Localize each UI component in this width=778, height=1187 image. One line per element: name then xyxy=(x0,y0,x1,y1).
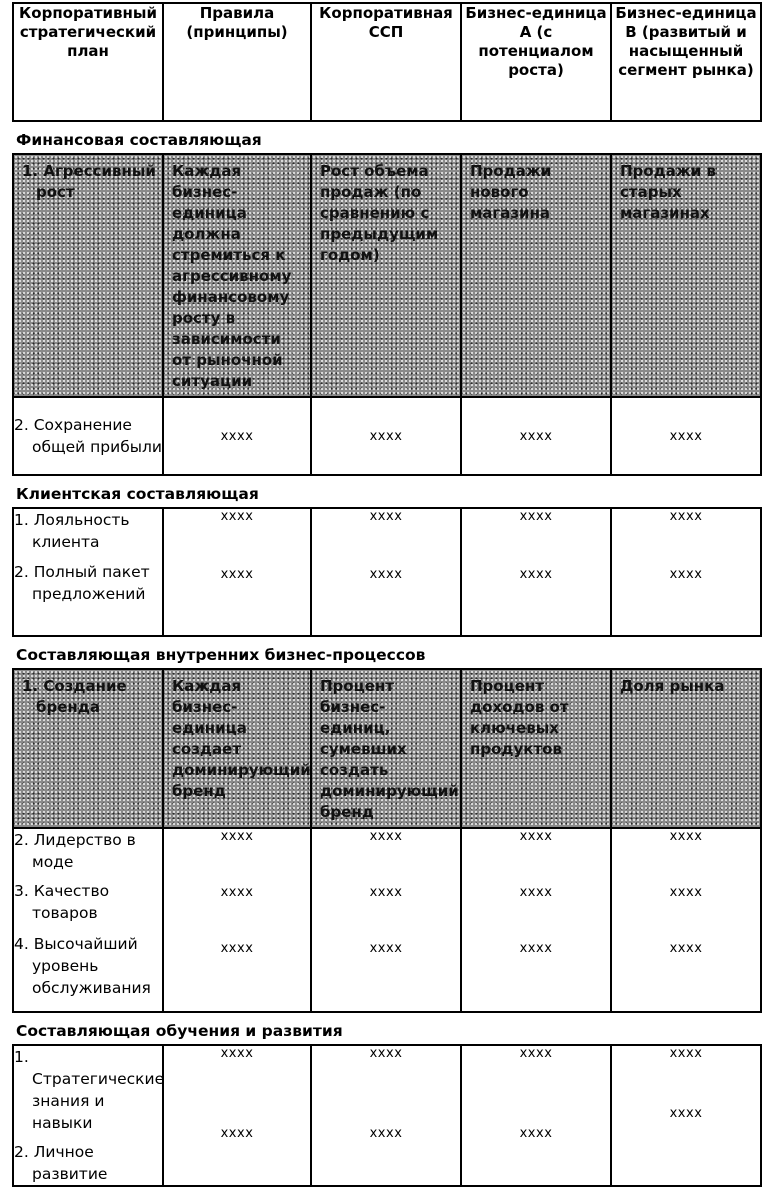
customer-table xyxy=(12,507,762,637)
internal-row-1 xyxy=(13,669,761,828)
header-table xyxy=(12,2,762,122)
value-cell: xxxx xyxy=(220,829,254,844)
row-label: 2. Полный пакет предложений xyxy=(14,563,150,603)
value-cell: xxxx xyxy=(669,567,703,582)
value-cell: xxxx xyxy=(669,885,703,900)
value-cell: xxxx xyxy=(519,885,553,900)
header-rules: Правила (принципы) xyxy=(163,3,311,121)
learning-table xyxy=(12,1044,762,1187)
value-cell: xxxx xyxy=(220,509,254,524)
value-cell: xxxx xyxy=(220,1046,254,1061)
value-cell: xxxx xyxy=(163,397,311,475)
learning-rows xyxy=(13,1045,761,1186)
value-cell: xxxx xyxy=(369,1126,403,1141)
value-cell: xxxx xyxy=(669,509,703,524)
value-cell: xxxx xyxy=(519,941,553,956)
value-cell: xxxx xyxy=(669,1106,703,1121)
unit-b-text: Доля рынка xyxy=(620,677,725,695)
section-title-customer: Клиентская составляющая xyxy=(16,485,259,503)
header-corporate-plan: Корпоративный стратегический план xyxy=(13,3,163,121)
header-corporate-bsc: Корпоративная ССП xyxy=(311,3,461,121)
header-unit-b: Бизнес-единица В (развитый и насыщенный сегмент рынка) xyxy=(611,3,761,121)
value-cell: xxxx xyxy=(519,1126,553,1141)
value-cell: xxxx xyxy=(519,1046,553,1061)
bsc-document xyxy=(12,2,760,1187)
value-cell: xxxx xyxy=(461,397,611,475)
financial-row-1 xyxy=(13,154,761,397)
value-cell: xxxx xyxy=(369,509,403,524)
unit-a-text: Продажи нового магазина xyxy=(470,162,552,222)
row-label: 1. Стратегические знания и навыки xyxy=(14,1048,165,1132)
value-cell: xxxx xyxy=(220,1126,254,1141)
row-label: 2. Сохранение общей прибыли xyxy=(14,416,163,456)
financial-table xyxy=(12,153,762,476)
rule-text: Каждая бизнес-единица должна стремиться к агрессивному финансовому росту в зависимости от рыночной ситуации xyxy=(172,162,292,390)
value-cell: xxxx xyxy=(369,829,403,844)
internal-table xyxy=(12,668,762,1013)
section-title-internal: Составляющая внутренних бизнес-процессов xyxy=(16,646,426,664)
row-label: 1. Лояльность клиента xyxy=(14,511,130,551)
value-cell: xxxx xyxy=(519,509,553,524)
unit-b-text: Продажи в старых магазинах xyxy=(620,162,716,222)
value-cell: xxxx xyxy=(369,885,403,900)
value-cell: xxxx xyxy=(220,941,254,956)
row-label: 1. Агрессивный рост xyxy=(22,162,156,201)
row-label: 2. Личное развитие xyxy=(14,1143,108,1183)
value-cell: xxxx xyxy=(369,1046,403,1061)
row-label: 1. Создание бренда xyxy=(22,677,127,716)
row-label: 3. Качество товаров xyxy=(14,882,110,922)
value-cell: xxxx xyxy=(369,941,403,956)
internal-rows xyxy=(13,828,761,1012)
section-title-learning: Составляющая обучения и развития xyxy=(16,1022,343,1040)
value-cell: xxxx xyxy=(669,829,703,844)
value-cell: xxxx xyxy=(519,829,553,844)
section-title-financial: Финансовая составляющая xyxy=(16,131,262,149)
financial-row-2 xyxy=(13,397,761,475)
value-cell: xxxx xyxy=(669,1046,703,1061)
row-label: 4. Высочайший уровень обслуживания xyxy=(14,935,151,997)
customer-rows xyxy=(13,508,761,636)
corp-bsc-text: Рост объема продаж (по сравнению с предыдущим годом) xyxy=(320,162,439,264)
header-row xyxy=(13,3,761,121)
value-cell: xxxx xyxy=(611,397,761,475)
value-cell: xxxx xyxy=(669,941,703,956)
value-cell: xxxx xyxy=(519,567,553,582)
header-unit-a: Бизнес-единица А (с потенциалом роста) xyxy=(461,3,611,121)
value-cell: xxxx xyxy=(311,397,461,475)
row-label: 2. Лидерство в моде xyxy=(14,831,136,871)
rule-text: Каждая бизнес-единица создает доминирующий бренд xyxy=(172,677,311,800)
value-cell: xxxx xyxy=(220,885,254,900)
unit-a-text: Процент доходов от ключевых продуктов xyxy=(470,677,569,758)
corp-bsc-text: Процент бизнес-единиц, сумевших создать доминирующий бренд xyxy=(320,677,459,821)
value-cell: xxxx xyxy=(220,567,254,582)
value-cell: xxxx xyxy=(369,567,403,582)
